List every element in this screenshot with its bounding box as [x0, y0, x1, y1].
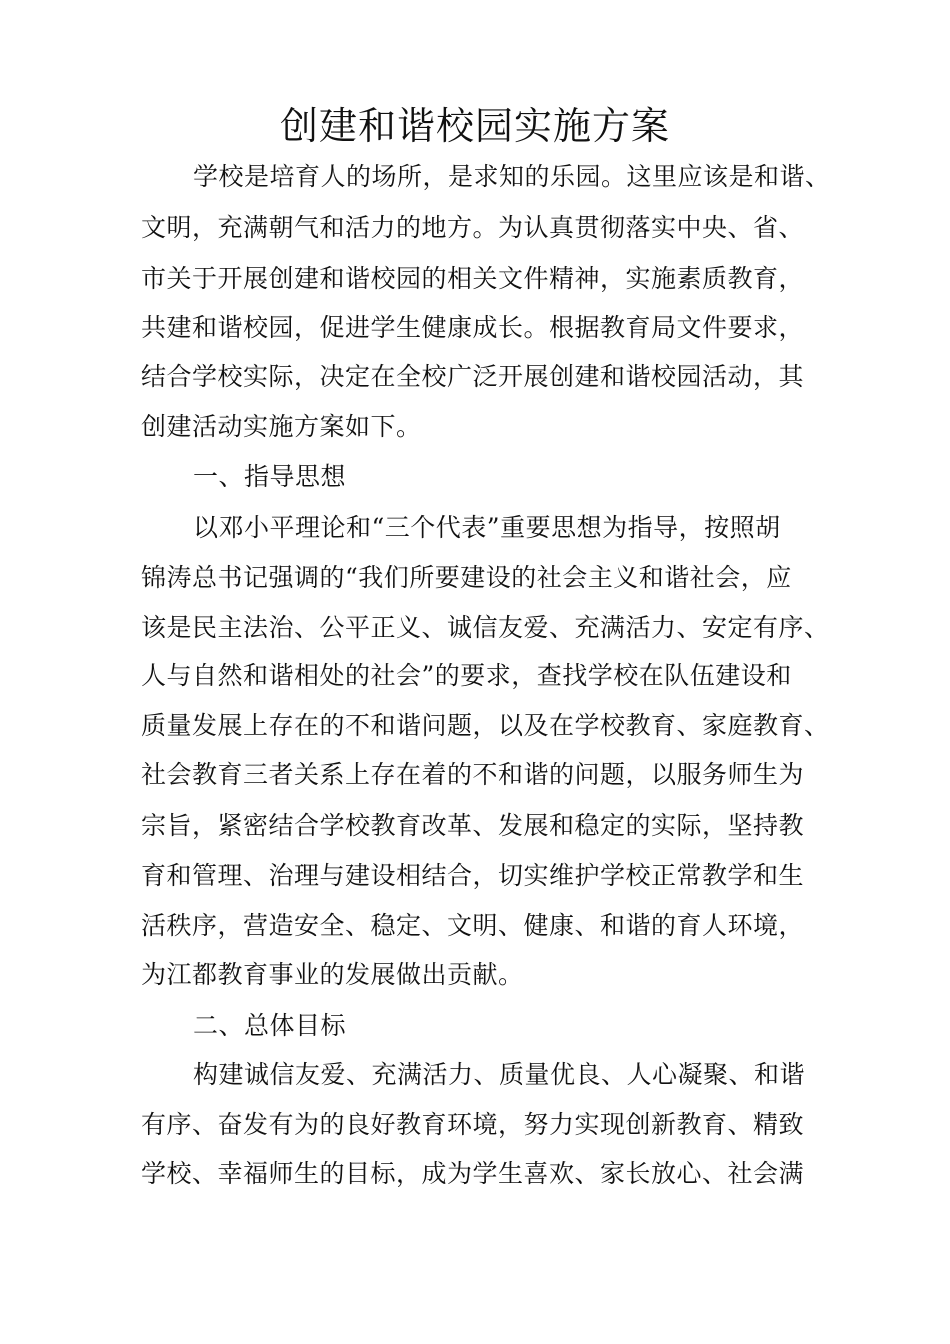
paragraph-line: 育和管理、治理与建设相结合，切实维护学校正常教学和生 — [141, 861, 805, 890]
paragraph-line: 学校、幸福师生的目标，成为学生喜欢、家长放心、社会满 — [141, 1159, 805, 1188]
paragraph-line: 文明，充满朝气和活力的地方。为认真贯彻落实中央、省、 — [141, 213, 805, 242]
document-title: 创建和谐校园实施方案 — [279, 104, 670, 148]
paragraph-line: 宗旨，紧密结合学校教育改革、发展和稳定的实际，坚持教 — [141, 811, 805, 840]
paragraph-line: 创建活动实施方案如下。 — [141, 412, 422, 441]
paragraph-line: 质量发展上存在的不和谐问题，以及在学校教育、家庭教育、 — [141, 711, 830, 740]
paragraph-line: 学校是培育人的场所，是求知的乐园。这里应该是和谐、 — [193, 162, 831, 191]
paragraph-line: 社会教育三者关系上存在着的不和谐的问题，以服务师生为 — [141, 760, 805, 789]
paragraph-line: 有序、奋发有为的良好教育环境，努力实现创新教育、精致 — [141, 1110, 805, 1139]
paragraph-line: 以邓小平理论和“三个代表”重要思想为指导，按照胡 — [193, 513, 781, 542]
paragraph-line: 结合学校实际，决定在全校广泛开展创建和谐校园活动，其 — [141, 362, 805, 391]
section-heading: 二、总体目标 — [193, 1011, 347, 1040]
paragraph-line: 市关于开展创建和谐校园的相关文件精神，实施素质教育， — [141, 264, 805, 293]
section-heading: 一、指导思想 — [193, 462, 347, 491]
paragraph-line: 活秩序，营造安全、稳定、文明、健康、和谐的育人环境， — [141, 911, 805, 940]
paragraph-line: 人与自然和谐相处的社会”的要求，查找学校在队伍建设和 — [141, 661, 792, 690]
paragraph-line: 构建诚信友爱、充满活力、质量优良、人心凝聚、和谐 — [193, 1060, 806, 1089]
paragraph-line: 锦涛总书记强调的“我们所要建设的社会主义和谐社会，应 — [141, 563, 792, 592]
paragraph-line: 共建和谐校园，促进学生健康成长。根据教育局文件要求， — [141, 313, 805, 342]
paragraph-line: 该是民主法治、公平正义、诚信友爱、充满活力、安定有序、 — [141, 613, 830, 642]
paragraph-line: 为江都教育事业的发展做出贡献。 — [141, 960, 524, 989]
